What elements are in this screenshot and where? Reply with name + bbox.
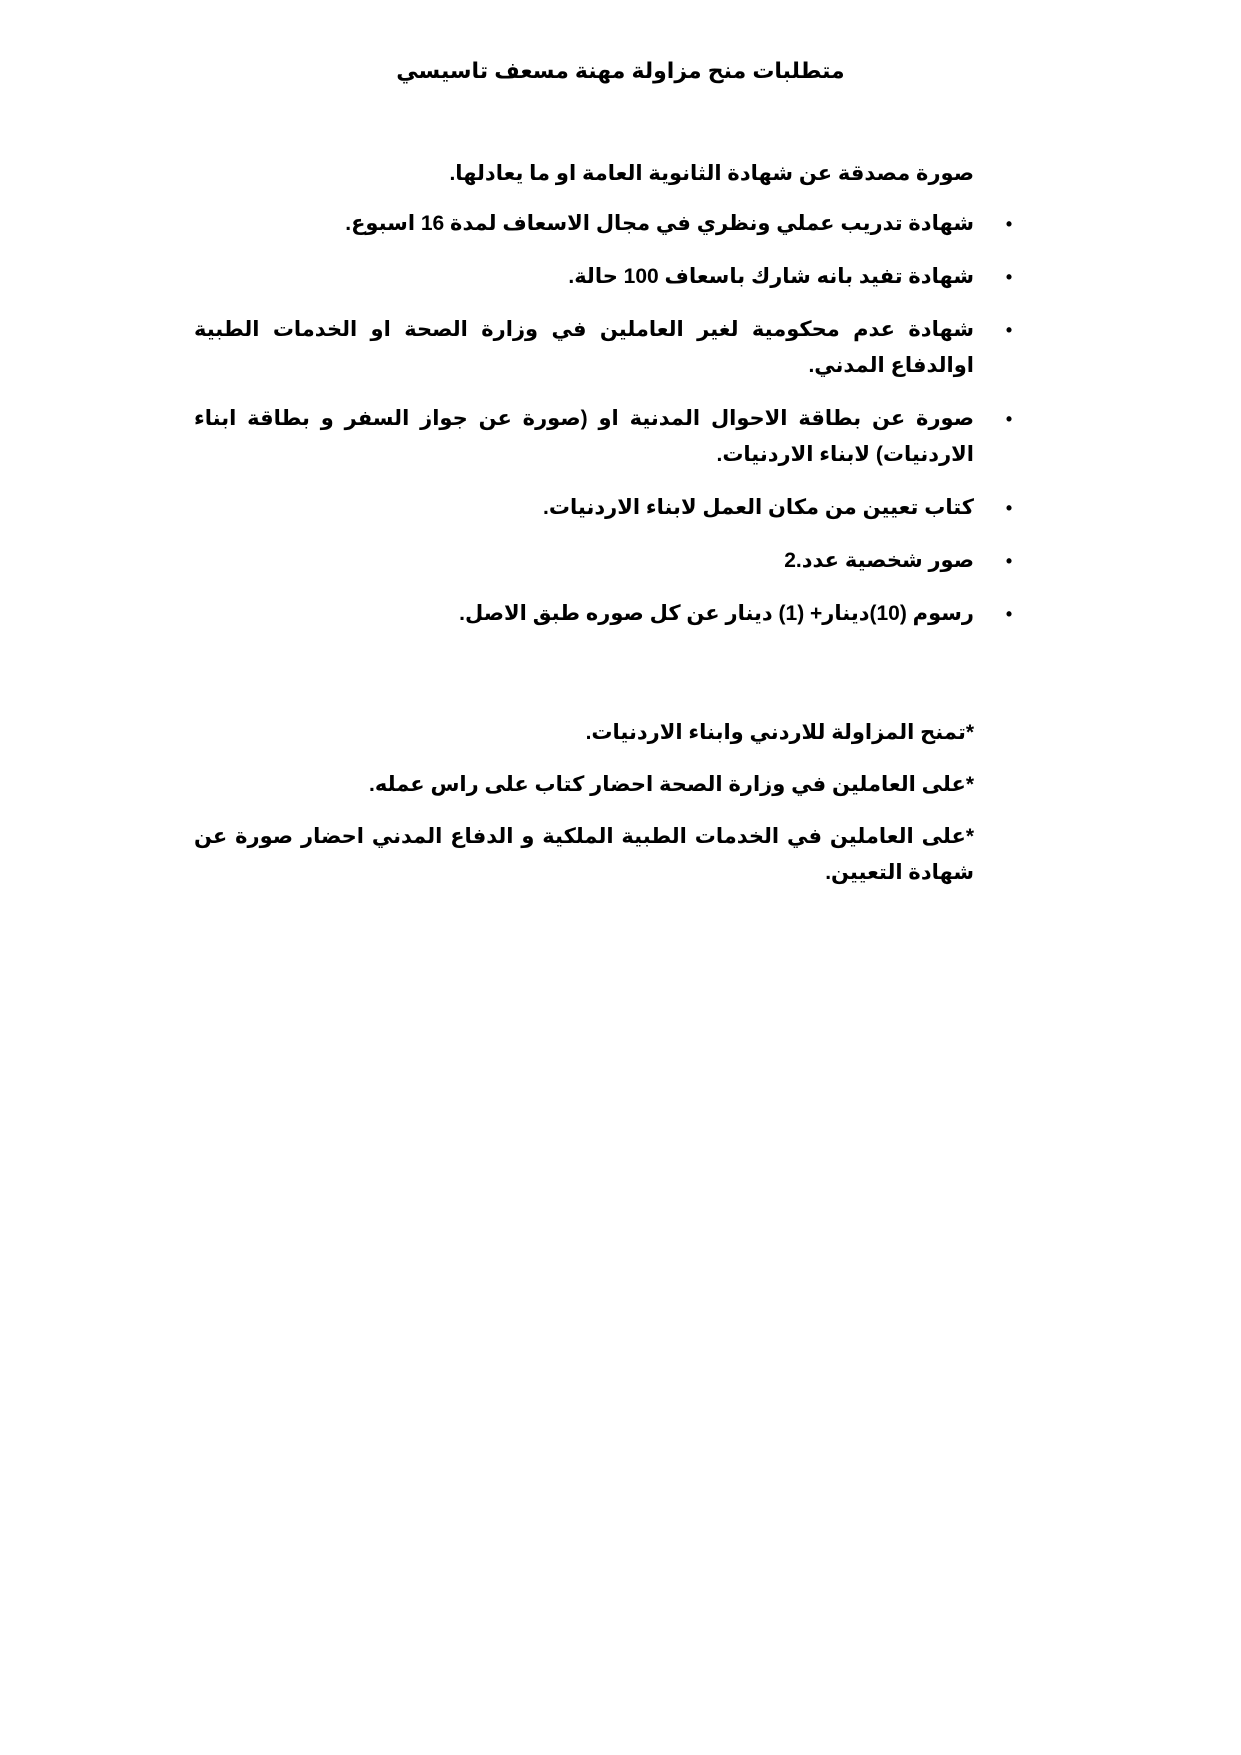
bullet-icon: •	[1005, 604, 1013, 624]
bullet-icon: •	[1005, 409, 1013, 429]
note-line: *على العاملين في الخدمات الطبية الملكية و الدفاع المدني احضار صورة عن شهادة التعيين.	[194, 825, 974, 884]
bullet-icon: •	[1005, 267, 1013, 287]
requirement-item	[194, 312, 1016, 384]
notes-section	[194, 715, 974, 907]
bullet-icon: •	[1005, 320, 1013, 340]
requirement-text: شهادة عدم محكومية لغير العاملين في وزارة الصحة او الخدمات الطبية اوالدفاع المدني.	[194, 318, 974, 377]
requirement-item	[194, 206, 1016, 242]
requirement-item	[194, 543, 1016, 579]
bullet-icon: •	[1005, 214, 1013, 234]
requirement-text: صور شخصية عدد.2	[784, 549, 974, 572]
note-line: *على العاملين في وزارة الصحة احضار كتاب على راس عمله.	[369, 773, 974, 796]
requirement-item	[194, 401, 1016, 473]
requirements-list	[194, 206, 1016, 649]
intro-line: صورة مصدقة عن شهادة الثانوية العامة او ما يعادلها.	[449, 162, 974, 185]
requirement-item	[194, 259, 1016, 295]
requirement-text: شهادة تفيد بانه شارك باسعاف 100 حالة.	[568, 265, 974, 288]
requirement-text: صورة عن بطاقة الاحوال المدنية او (صورة عن جواز السفر و بطاقة ابناء الاردنيات) لابناء الاردنيات.	[194, 407, 974, 466]
requirement-text: رسوم (10)دينار+ (1) دينار عن كل صوره طبق الاصل.	[459, 602, 974, 625]
requirement-text: كتاب تعيين من مكان العمل لابناء الاردنيات.	[543, 496, 974, 519]
bullet-icon: •	[1005, 551, 1013, 571]
requirement-item	[194, 596, 1016, 632]
intro-section	[194, 156, 974, 192]
document-title: متطلبات منح مزاولة مهنة مسعف تاسيسي	[396, 58, 845, 83]
note-line: *تمنح المزاولة للاردني وابناء الاردنيات.	[585, 721, 974, 744]
requirement-text: شهادة تدريب عملي ونظري في مجال الاسعاف لمدة 16 اسبوع.	[345, 212, 974, 235]
bullet-icon: •	[1005, 498, 1013, 518]
requirement-item	[194, 490, 1016, 526]
